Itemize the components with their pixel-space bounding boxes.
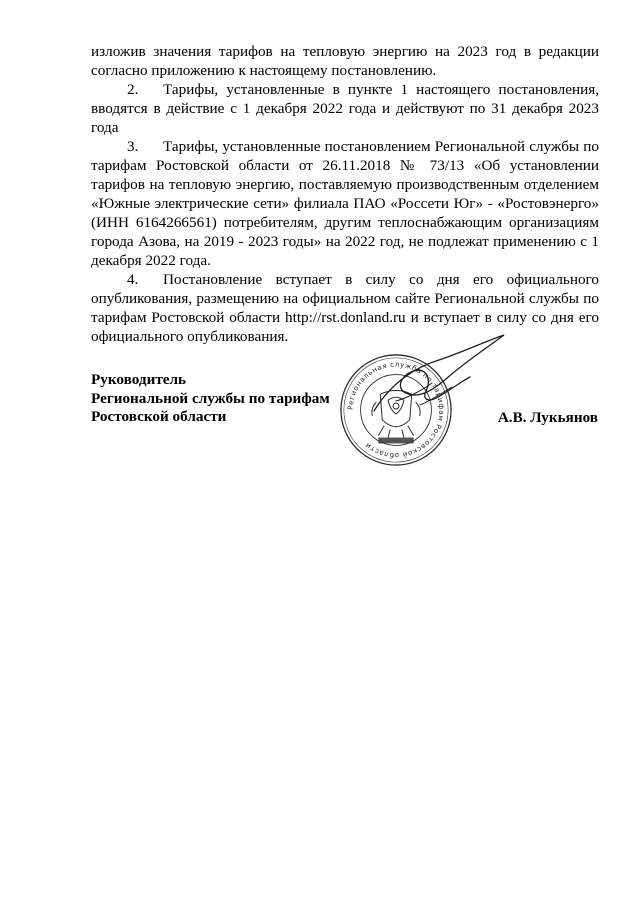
paragraph-text: Постановление вступает в силу со дня его официального опубликования, размещению на официальном сайте Региональной службы по тарифам Ростовской области http://rst.donland.ru и вступает в силу со дня его официального опубликования. <box>91 271 599 345</box>
seal-ring-text: Региональная служба по тарифам Ростовской области <box>345 359 447 461</box>
paragraph-text: Тарифы, установленные постановлением Региональной службы по тарифам Ростовской области от 26.11.2018 № 73/13 «Об установлении тарифов на тепловую энергию, поставляемую производственным отделением «Южные электрические сети» филиала ПАО «Россети Юг» - «Ростовэнерго» (ИНН 6164266561) потребителям, другим теплоснабжающим организациям города Азова, на 2019 - 2023 годы» на 2022 год, не подлежат применению с 1 декабря 2022 года. <box>91 138 599 269</box>
signatory-name: А.В. Лукьянов <box>497 409 598 426</box>
signatory-role <box>91 371 330 427</box>
paragraph-number: 2. <box>127 81 139 98</box>
paragraph-number: 4. <box>127 271 139 288</box>
paragraph-number: 3. <box>127 138 139 155</box>
role-line: Региональной службы по тарифам <box>91 389 330 407</box>
signature-graphic <box>366 331 511 441</box>
signature-block <box>91 359 606 481</box>
paragraph-4 <box>91 270 599 346</box>
paragraph-text: Тарифы, установленные в пункте 1 настоящего постановления, вводятся в действие с 1 декабря 2022 года и действуют по 31 декабря 2023 года <box>91 81 599 136</box>
document-body <box>91 42 599 346</box>
paragraph-continuation: изложив значения тарифов на тепловую энергию на 2023 год в редакции согласно приложению к настоящему постановлению. <box>91 43 599 79</box>
paragraph-3 <box>91 137 599 270</box>
role-line: Руководитель <box>91 371 187 388</box>
role-line: Ростовской области <box>91 408 227 425</box>
paragraph-2 <box>91 80 599 137</box>
handwritten-signature <box>366 331 511 441</box>
